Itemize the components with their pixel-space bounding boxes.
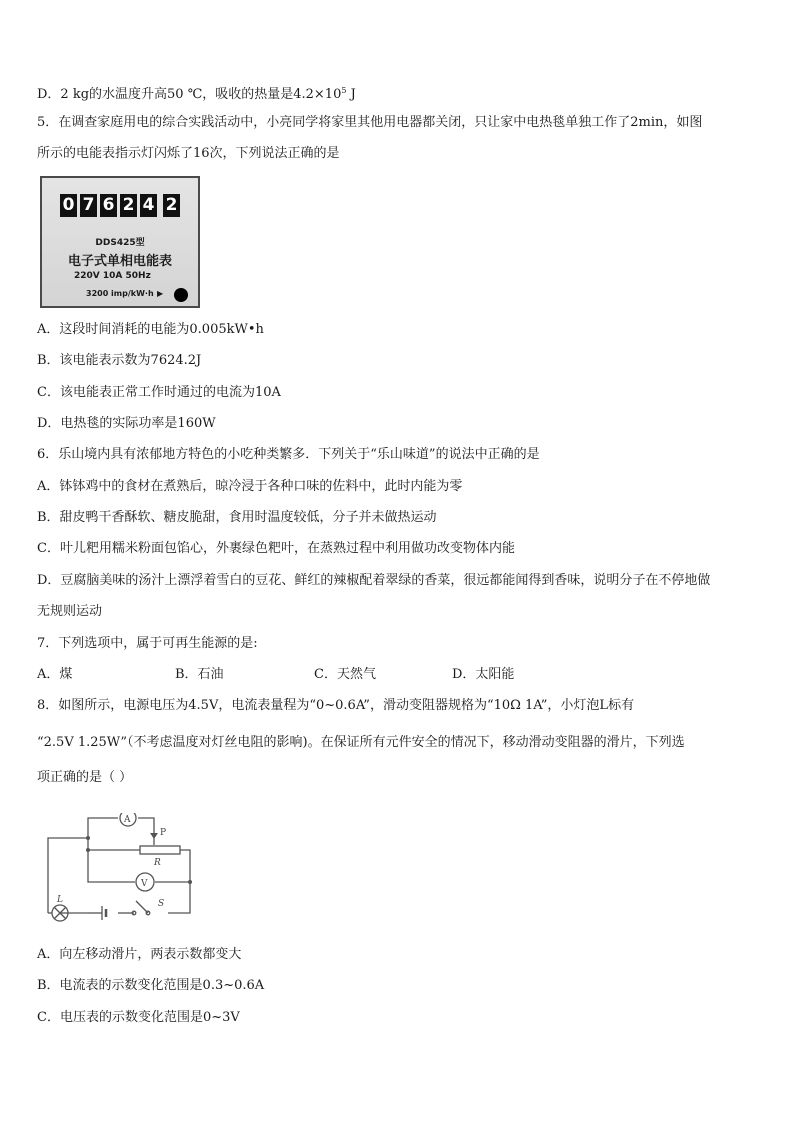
q7-option-c: C．天然气 [314,667,376,682]
meter-digit: 0 [60,194,77,217]
q5-option-c: C．该电能表正常工作时通过的电流为10A [37,385,281,400]
q4-option-d-text: D．2 kg的水温度升高50 ℃，吸收的热量是4.2×10 [37,87,342,102]
indicator-arrow-icon: ▶ [157,289,164,298]
q5-option-a: A．这段时间消耗的电能为0.005kW•h [37,322,264,337]
q6-stem: 6．乐山境内具有浓郁地方特色的小吃种类繁多．下列关于“乐山味道”的说法中正确的是 [37,447,540,462]
lamp-label: L [57,895,63,905]
q7-option-b: B．石油 [175,667,224,682]
q4-exponent: 5 [341,86,347,95]
slider-arrow-icon [150,833,158,839]
q7-option-a: A．煤 [37,667,73,682]
q6-option-b: B．甜皮鸭干香酥软、糖皮脆甜，食用时温度较低，分子并未做热运动 [37,510,437,525]
meter-name: 电子式单相电能表 [67,254,172,269]
q8-stem-line2: “2.5V 1.25W”（不考虑温度对灯丝电阻的影响)。在保证所有元件安全的情况下，移动滑动变阻器的滑片，下列选 [37,735,685,750]
q7-option-d: D．太阳能 [452,667,515,682]
meter-digit: 7 [80,194,97,217]
q6-option-c: C．叶儿粑用糯米粉面包馅心，外裹绿色粑叶，在蒸熟过程中利用做功改变物体内能 [37,541,515,556]
ammeter-label: A [124,815,131,825]
q8-option-c: C．电压表的示数变化范围是0~3V [37,1010,240,1025]
meter-constant: 3200 imp/kW·h [86,289,154,298]
q7-stem: 7．下列选项中，属于可再生能源的是: [37,636,258,651]
q8-stem-line3: 项正确的是（ ） [37,770,133,785]
resistor-label: R [154,858,161,868]
q8-option-a: A．向左移动滑片，两表示数都变大 [37,947,242,962]
q4-unit: J [346,87,356,102]
q6-option-a: A．钵钵鸡中的食材在煮熟后，晾冷浸于各种口味的佐料中，此时内能为零 [37,479,463,494]
circuit-diagram [40,813,200,925]
q8-stem-line1: 8．如图所示，电源电压为4.5V，电流表量程为“0~0.6A”，滑动变阻器规格为“10Ω 1A”，小灯泡L标有 [37,698,635,713]
q4-option-d [37,82,356,104]
voltmeter-label: V [141,879,148,889]
q5-stem-line2: 所示的电能表指示灯闪烁了16次，下列说法正确的是 [37,146,340,161]
q6-option-d-line1: D．豆腐脑美味的汤汁上漂浮着雪白的豆花、鲜红的辣椒配着翠绿的香菜，很远都能闻得到香味，说明分子在不停地做 [37,573,711,588]
switch-label: S [158,899,165,909]
meter-digit-display [60,194,180,217]
meter-digit: 4 [140,194,157,217]
q5-option-d: D．电热毯的实际功率是160W [37,416,216,431]
indicator-lamp-icon [174,288,188,302]
q5-stem-line1: 5．在调查家庭用电的综合实践活动中，小亮同学将家里其他用电器都关闭，只让家中电热毯单独工作了2min，如图 [37,115,703,130]
meter-model: DDS425型 [95,238,145,248]
meter-digit: 2 [120,194,137,217]
meter-spec: 220V 10A 50Hz [74,271,151,281]
energy-meter-image [40,176,200,308]
q8-option-b: B．电流表的示数变化范围是0.3~0.6A [37,978,265,993]
meter-digit: 6 [100,194,117,217]
meter-decimal-digit: 2 [163,194,180,217]
slider-label: P [160,828,167,838]
q5-option-b: B．该电能表示数为7624.2J [37,353,202,368]
q6-option-d-line2: 无规则运动 [37,604,103,619]
